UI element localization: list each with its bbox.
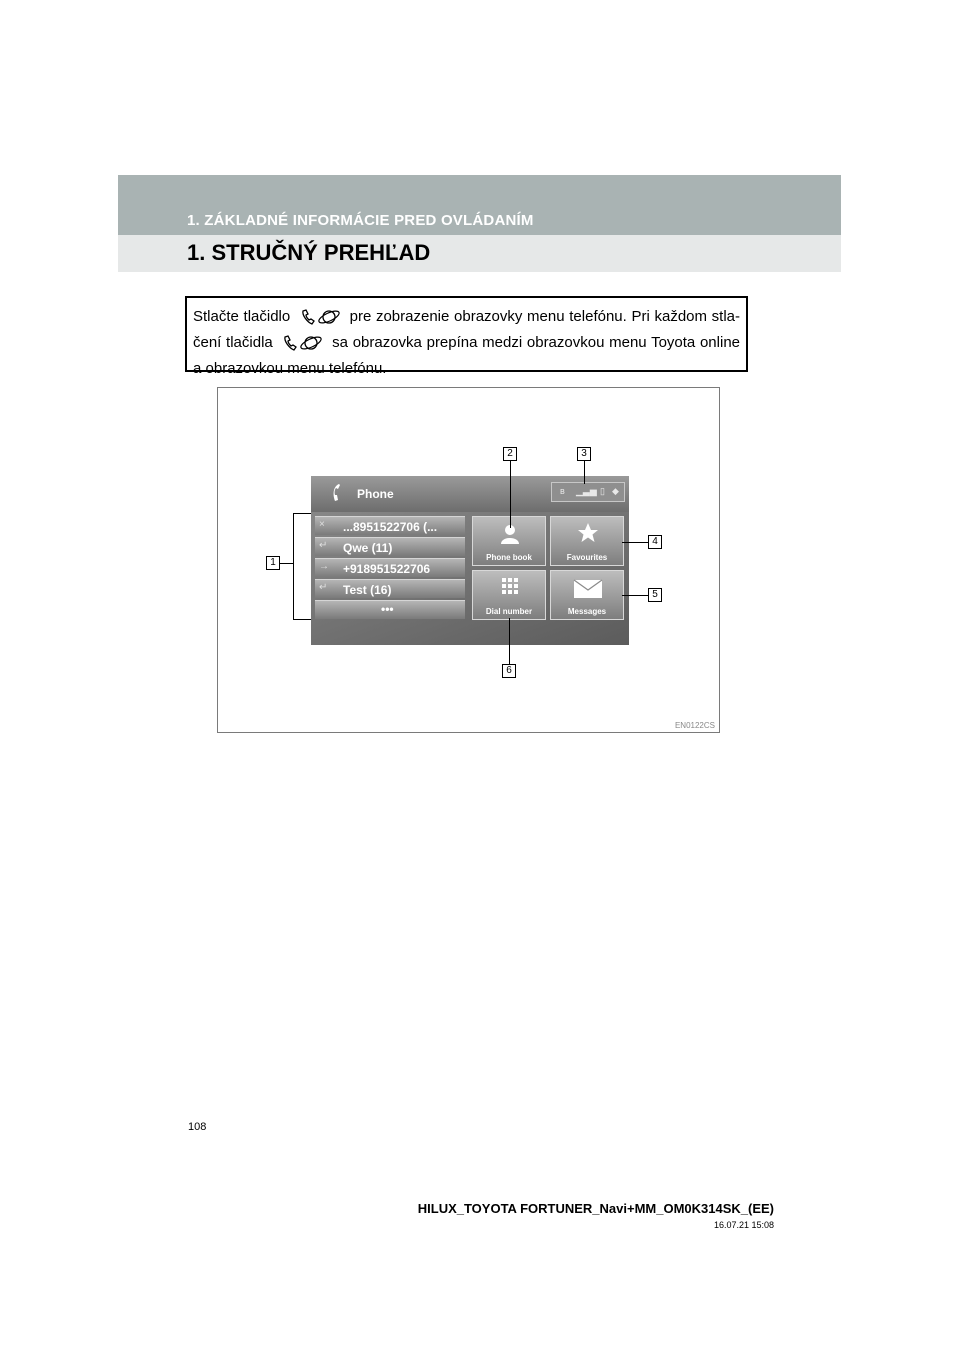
info-box bbox=[185, 296, 748, 377]
history-item[interactable] bbox=[315, 516, 465, 535]
tile-label: Favourites bbox=[566, 553, 608, 562]
callout-1: 1 bbox=[266, 556, 280, 570]
callout-5: 5 bbox=[648, 588, 662, 602]
history-item-label: +918951522706 bbox=[343, 562, 431, 576]
callout-leader bbox=[509, 618, 510, 664]
phone-menu-figure bbox=[217, 387, 720, 733]
tile-label: Phone book bbox=[486, 553, 532, 562]
page-number: 108 bbox=[188, 1121, 207, 1133]
messages-button[interactable] bbox=[550, 570, 624, 620]
callout-leader bbox=[584, 461, 585, 484]
phone-toyota-online-icon bbox=[299, 307, 341, 327]
phone-book-button[interactable] bbox=[472, 516, 546, 566]
tile-label: Dial number bbox=[485, 607, 533, 616]
callout-2: 2 bbox=[503, 447, 517, 461]
phone-toyota-online-icon bbox=[281, 333, 323, 353]
info-text-3: sa obrazovka prepína medzi obrazovkou menu Toyota online a obrazovkou menu telefónu. bbox=[193, 334, 740, 377]
section-title: 1. STRUČNÝ PREHĽAD bbox=[187, 240, 431, 265]
callout-bracket bbox=[293, 513, 311, 514]
history-item-label: Qwe (11) bbox=[343, 541, 393, 555]
callout-3: 3 bbox=[577, 447, 591, 461]
handset-icon bbox=[329, 483, 343, 503]
incoming-call-icon: ↵ bbox=[319, 540, 328, 551]
footer-document-id: HILUX_TOYOTA FORTUNER_Navi+MM_OM0K314SK_(EE) bbox=[417, 1201, 774, 1216]
incoming-call-icon: ↵ bbox=[319, 582, 328, 593]
callout-leader bbox=[510, 461, 511, 528]
figure-code: EN0122CS bbox=[674, 721, 715, 730]
signal-icon: ▁▃▅ bbox=[576, 486, 597, 496]
phone-screen bbox=[311, 476, 629, 645]
callout-bracket bbox=[293, 619, 311, 620]
battery-icon: ▯ bbox=[600, 486, 605, 496]
missed-call-icon: × bbox=[319, 519, 325, 530]
history-item-label: Test (16) bbox=[343, 583, 392, 597]
callout-leader bbox=[622, 542, 648, 543]
history-item[interactable] bbox=[315, 579, 465, 598]
online-icon: ◆ bbox=[612, 486, 619, 496]
callout-leader bbox=[622, 595, 648, 596]
info-text-2: pre zobrazenie obrazovky menu telefónu. Pri každom stla-čení tlačidla bbox=[193, 308, 741, 351]
screen-title: Phone bbox=[357, 487, 394, 501]
bluetooth-icon: ʙ bbox=[560, 486, 565, 496]
more-history-button[interactable] bbox=[315, 600, 465, 619]
callout-leader bbox=[279, 563, 293, 564]
keypad-icon bbox=[501, 577, 519, 599]
history-item[interactable] bbox=[315, 558, 465, 577]
info-text-1: Stlačte tlačidlo bbox=[193, 308, 291, 325]
history-item[interactable] bbox=[315, 537, 465, 556]
status-area bbox=[551, 482, 625, 502]
history-item-label: ...8951522706 (... bbox=[343, 520, 438, 534]
callout-4: 4 bbox=[648, 535, 662, 549]
favourites-button[interactable] bbox=[550, 516, 624, 566]
callout-bracket bbox=[293, 513, 294, 619]
more-icon: ••• bbox=[381, 602, 394, 616]
callout-6: 6 bbox=[502, 664, 516, 678]
chapter-title: 1. ZÁKLADNÉ INFORMÁCIE PRED OVLÁDANÍM bbox=[187, 212, 534, 229]
tile-label: Messages bbox=[567, 607, 607, 616]
outgoing-call-icon: → bbox=[319, 561, 329, 572]
envelope-icon bbox=[573, 579, 603, 599]
star-icon bbox=[577, 522, 599, 544]
dial-number-button[interactable] bbox=[472, 570, 546, 620]
footer-timestamp: 16.07.21 15:08 bbox=[713, 1220, 774, 1230]
